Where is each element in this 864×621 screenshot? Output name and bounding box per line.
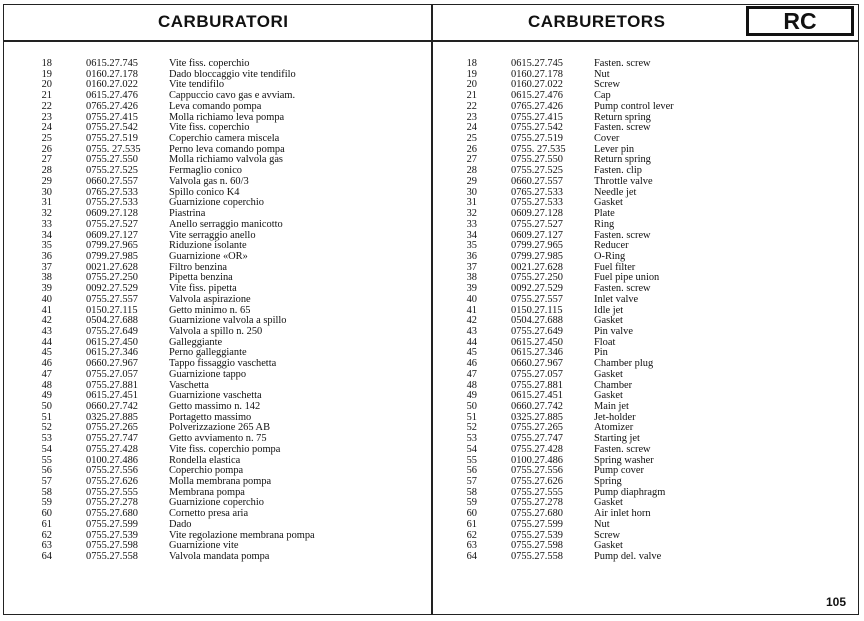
item-number: 45 [41,347,52,359]
item-number: 64 [466,551,477,563]
item-number: 35 [466,240,477,252]
part-description: Spring washer [594,454,654,466]
part-code: 0660.27.967 [511,358,563,370]
part-description: Starting jet [594,433,640,445]
part-description: Fasten. screw [594,443,651,455]
item-number: 62 [41,529,52,541]
part-description: Ring [594,218,615,230]
item-number: 43 [41,325,52,337]
part-description: Spring [594,476,622,488]
part-code: 0755.27.626 [86,476,138,488]
part-description: Inlet valve [594,293,639,305]
item-number: 62 [466,529,477,541]
item-number: 22 [466,100,477,112]
part-code: 0615.27.451 [511,390,563,402]
item-number: 42 [41,315,52,327]
part-description: Guarnizione vite [169,540,239,552]
item-number: 46 [466,358,477,370]
item-number: 33 [41,218,52,230]
part-description: Vite fiss. coperchio [169,122,250,134]
part-code: 0755.27.278 [511,497,563,509]
part-code: 0755.27.265 [511,422,563,434]
part-description: Getto avviamento n. 75 [169,433,267,445]
part-code: 0755.27.519 [86,133,138,145]
part-code: 0755.27.265 [86,422,138,434]
part-description: Cornetto presa aria [169,508,249,520]
item-number: 57 [41,476,52,488]
item-number: 30 [466,186,477,198]
part-description: Valvola aspirazione [169,293,251,305]
item-number: 56 [466,465,477,477]
item-number: 29 [41,175,52,187]
item-number: 21 [466,90,477,102]
item-number: 20 [466,79,477,91]
item-number: 55 [466,454,477,466]
part-description: Pin [594,347,608,359]
item-number: 19 [466,68,477,80]
part-code: 0609.27.127 [86,229,138,241]
part-code: 0755.27.881 [511,379,563,391]
part-description: Pump control lever [594,100,674,112]
item-number: 53 [41,433,52,445]
part-description: Molla richiamo valvola gas [169,154,283,166]
item-number: 41 [466,304,477,316]
part-code: 0755.27.527 [86,218,138,230]
part-description: Tappo fissaggio vaschetta [169,358,277,370]
item-number: 28 [41,165,52,177]
part-code: 0504.27.688 [86,315,138,327]
part-description: Rondella elastica [169,454,241,466]
part-code: 0755.27.881 [86,379,138,391]
part-code: 0092.27.529 [86,283,138,295]
part-description: Guarnizione «OR» [169,250,248,262]
part-description: O-Ring [594,250,626,262]
item-number: 22 [41,100,52,112]
item-number: 52 [466,422,477,434]
part-description: Pipetta benzina [169,272,233,284]
part-description: Fuel pipe union [594,272,660,284]
part-description: Piastrina [169,208,206,220]
part-code: 0755. 27.535 [511,143,566,155]
item-number: 24 [466,122,477,134]
part-code: 0755.27.680 [86,508,138,520]
item-number: 20 [41,79,52,91]
part-description: Idle jet [594,304,624,316]
right-page-title: CARBURETORS [528,12,666,31]
item-number: 37 [41,261,52,273]
part-code: 0755.27.555 [511,486,563,498]
part-description: Anello serraggio manicotto [169,218,283,230]
part-code: 0100.27.486 [86,454,138,466]
item-number: 51 [41,411,52,423]
part-code: 0755.27.599 [86,518,138,530]
part-code: 0021.27.628 [86,261,138,273]
part-code: 0615.27.745 [511,58,563,69]
part-description: Pin valve [594,325,633,337]
part-description: Pump del. valve [594,551,662,563]
part-description: Vaschetta [169,379,209,391]
part-code: 0755.27.415 [511,111,563,123]
part-code: 0755.27.525 [511,165,563,177]
item-number: 25 [41,133,52,145]
page-number: 105 [826,595,847,609]
part-description: Nut [594,68,610,80]
part-code: 0100.27.486 [511,454,563,466]
item-number: 23 [41,111,52,123]
part-code: 0615.27.346 [511,347,563,359]
part-code: 0755.27.519 [511,133,563,145]
part-code: 0615.27.745 [86,58,138,69]
part-description: Screw [594,529,620,541]
part-description: Valvola mandata pompa [169,551,270,563]
part-description: Cap [594,90,611,102]
item-number: 34 [466,229,477,241]
item-number: 61 [466,518,477,530]
part-code: 0765.27.533 [86,186,138,198]
part-description: Throttle valve [594,175,653,187]
part-code: 0755.27.539 [86,529,138,541]
part-code: 0755.27.057 [511,368,563,380]
part-code: 0755. 27.535 [86,143,141,155]
item-number: 34 [41,229,52,241]
item-number: 48 [41,379,52,391]
part-description: Guarnizione vaschetta [169,390,262,402]
item-number: 57 [466,476,477,488]
item-number: 49 [41,390,52,402]
section-code-badge: RC [746,6,854,36]
part-description: Return spring [594,111,651,123]
part-code: 0755.27.428 [511,443,563,455]
part-description: Coperchio camera miscela [169,133,280,145]
part-code: 0609.27.127 [511,229,563,241]
part-description: Guarnizione valvola a spillo [169,315,287,327]
part-description: Needle jet [594,186,637,198]
part-description: Molla richiamo leva pompa [169,111,285,123]
part-code: 0755.27.525 [86,165,138,177]
part-code: 0660.27.967 [86,358,138,370]
item-number: 31 [466,197,477,209]
item-number: 26 [41,143,52,155]
item-number: 38 [41,272,52,284]
part-description: Vite tendifilo [169,79,225,91]
part-description: Gasket [594,497,623,509]
part-code: 0325.27.885 [86,411,138,423]
item-number: 30 [41,186,52,198]
item-number: 21 [41,90,52,102]
part-code: 0325.27.885 [511,411,563,423]
part-description: Perno galleggiante [169,347,247,359]
item-number: 54 [41,443,52,455]
part-description: Fasten. screw [594,283,651,295]
part-description: Gasket [594,540,623,552]
part-description: Main jet [594,401,629,412]
part-code: 0755.27.542 [511,122,563,134]
part-description: Guarnizione coperchio [169,497,264,509]
item-number: 23 [466,111,477,123]
part-code: 0755.27.250 [511,272,563,284]
item-number: 64 [41,551,52,563]
item-number: 61 [41,518,52,530]
part-description: Chamber plug [594,358,654,370]
item-number: 52 [41,422,52,434]
item-number: 55 [41,454,52,466]
part-description: Vite regolazione membrana pompa [169,529,315,541]
part-description: Gasket [594,315,623,327]
part-description: Galleggiante [169,336,223,348]
part-description: Vite fiss. coperchio pompa [169,443,281,455]
part-code: 0615.27.451 [86,390,138,402]
part-code: 0615.27.346 [86,347,138,359]
part-description: Membrana pompa [169,486,245,498]
part-code: 0755.27.598 [511,540,563,552]
part-code: 0755.27.557 [86,293,138,305]
part-description: Guarnizione tappo [169,368,247,380]
item-number: 39 [41,283,52,295]
item-number: 18 [466,58,477,69]
part-description: Coperchio pompa [169,465,244,477]
part-description: Filtro benzina [169,261,228,273]
part-code: 0609.27.128 [86,208,138,220]
part-code: 0755.27.747 [511,433,563,445]
part-description: Valvola gas n. 60/3 [169,175,249,187]
part-code: 0755.27.598 [86,540,138,552]
part-description: Portagetto massimo [169,411,252,423]
item-number: 31 [41,197,52,209]
part-code: 0160.27.022 [86,79,138,91]
part-description: Dado [169,518,192,530]
part-code: 0755.27.680 [511,508,563,520]
part-description: Vite fiss. pipetta [169,283,237,295]
part-code: 0160.27.178 [86,68,138,80]
part-description: Valvola a spillo n. 250 [169,325,263,337]
item-number: 50 [41,401,52,412]
item-number: 24 [41,122,52,134]
right-header-rule [432,40,859,42]
item-number: 47 [466,368,477,380]
part-code: 0150.27.115 [86,304,138,316]
item-number: 60 [41,508,52,520]
part-description: Vite serraggio anello [169,229,256,241]
item-number: 51 [466,411,477,423]
part-code: 0615.27.450 [86,336,138,348]
part-code: 0755.27.626 [511,476,563,488]
item-number: 37 [466,261,477,273]
part-code: 0765.27.533 [511,186,563,198]
part-code: 0799.27.965 [86,240,138,252]
item-number: 48 [466,379,477,391]
item-number: 63 [466,540,477,552]
item-number: 35 [41,240,52,252]
part-description: Spillo conico K4 [169,186,240,198]
item-number: 40 [41,293,52,305]
item-number: 32 [41,208,52,220]
part-code: 0755.27.527 [511,218,563,230]
part-description: Dado bloccaggio vite tendifilo [169,68,296,80]
part-description: Vite fiss. coperchio [169,58,250,69]
part-description: Cappuccio cavo gas e avviam. [169,90,296,102]
item-number: 58 [466,486,477,498]
part-description: Polverizzazione 265 AB [169,422,270,434]
part-code: 0799.27.965 [511,240,563,252]
part-code: 0609.27.128 [511,208,563,220]
item-number: 40 [466,293,477,305]
item-number: 50 [466,401,477,412]
part-description: Plate [594,208,615,220]
item-number: 54 [466,443,477,455]
item-number: 27 [41,154,52,166]
part-code: 0755.27.539 [511,529,563,541]
part-code: 0660.27.557 [86,175,138,187]
part-code: 0755.27.550 [86,154,138,166]
part-code: 0755.27.747 [86,433,138,445]
item-number: 59 [466,497,477,509]
part-description: Gasket [594,390,623,402]
part-code: 0021.27.628 [511,261,563,273]
item-number: 49 [466,390,477,402]
item-number: 38 [466,272,477,284]
part-description: Perno leva comando pompa [169,143,285,155]
part-code: 0755.27.649 [86,325,138,337]
item-number: 59 [41,497,52,509]
part-code: 0660.27.742 [86,401,138,412]
part-description: Reducer [594,240,629,252]
item-number: 44 [41,336,52,348]
item-number: 45 [466,347,477,359]
item-number: 28 [466,165,477,177]
part-description: Fasten. clip [594,165,642,177]
item-number: 36 [466,250,477,262]
item-number: 63 [41,540,52,552]
item-number: 26 [466,143,477,155]
part-description: Riduzione isolante [169,240,247,252]
item-number: 56 [41,465,52,477]
part-code: 0755.27.556 [511,465,563,477]
part-code: 0755.27.558 [511,551,563,563]
part-description: Jet-holder [594,411,636,423]
part-code: 0615.27.476 [86,90,138,102]
part-description: Return spring [594,154,651,166]
part-code: 0799.27.985 [511,250,563,262]
part-code: 0765.27.426 [511,100,563,112]
part-description: Float [594,336,616,348]
part-code: 0765.27.426 [86,100,138,112]
item-number: 36 [41,250,52,262]
item-number: 27 [466,154,477,166]
part-code: 0660.27.742 [511,401,563,412]
part-description: Leva comando pompa [169,100,262,112]
part-code: 0615.27.450 [511,336,563,348]
part-description: Gasket [594,368,623,380]
part-code: 0755.27.415 [86,111,138,123]
item-number: 25 [466,133,477,145]
item-number: 44 [466,336,477,348]
item-number: 39 [466,283,477,295]
column-divider [431,4,433,615]
item-number: 47 [41,368,52,380]
item-number: 32 [466,208,477,220]
part-description: Pump cover [594,465,644,477]
part-description: Air inlet horn [594,508,651,520]
part-code: 0755.27.533 [86,197,138,209]
part-description: Gasket [594,197,623,209]
part-description: Cover [594,133,620,145]
part-description: Atomizer [594,422,634,434]
part-code: 0755.27.558 [86,551,138,563]
part-description: Fuel filter [594,261,636,273]
item-number: 46 [41,358,52,370]
part-code: 0615.27.476 [511,90,563,102]
item-number: 60 [466,508,477,520]
part-code: 0660.27.557 [511,175,563,187]
part-description: Fasten. screw [594,229,651,241]
item-number: 41 [41,304,52,316]
part-description: Fasten. screw [594,122,651,134]
part-code: 0755.27.599 [511,518,563,530]
part-description: Nut [594,518,610,530]
item-number: 53 [466,433,477,445]
part-code: 0160.27.178 [511,68,563,80]
part-description: Chamber [594,379,633,391]
part-description: Guarnizione coperchio [169,197,264,209]
part-code: 0755.27.428 [86,443,138,455]
part-code: 0092.27.529 [511,283,563,295]
item-number: 58 [41,486,52,498]
part-code: 0755.27.278 [86,497,138,509]
item-number: 29 [466,175,477,187]
part-code: 0755.27.057 [86,368,138,380]
part-code: 0150.27.115 [511,304,563,316]
part-code: 0755.27.542 [86,122,138,134]
part-code: 0160.27.022 [511,79,563,91]
left-header-rule [3,40,431,42]
part-description: Fermaglio conico [169,165,243,177]
part-description: Screw [594,79,620,91]
item-number: 42 [466,315,477,327]
item-number: 33 [466,218,477,230]
part-description: Molla membrana pompa [169,476,272,488]
part-code: 0504.27.688 [511,315,563,327]
part-code: 0755.27.250 [86,272,138,284]
part-description: Getto minimo n. 65 [169,304,251,316]
part-code: 0755.27.555 [86,486,138,498]
part-code: 0799.27.985 [86,250,138,262]
part-description: Lever pin [594,143,635,155]
part-code: 0755.27.649 [511,325,563,337]
part-description: Getto massimo n. 142 [169,401,261,412]
part-code: 0755.27.533 [511,197,563,209]
part-code: 0755.27.556 [86,465,138,477]
part-code: 0755.27.550 [511,154,563,166]
item-number: 43 [466,325,477,337]
left-page-title: CARBURATORI [158,12,289,31]
part-description: Pump diaphragm [594,486,666,498]
part-code: 0755.27.557 [511,293,563,305]
part-description: Fasten. screw [594,58,651,69]
item-number: 19 [41,68,52,80]
item-number: 18 [41,58,52,69]
